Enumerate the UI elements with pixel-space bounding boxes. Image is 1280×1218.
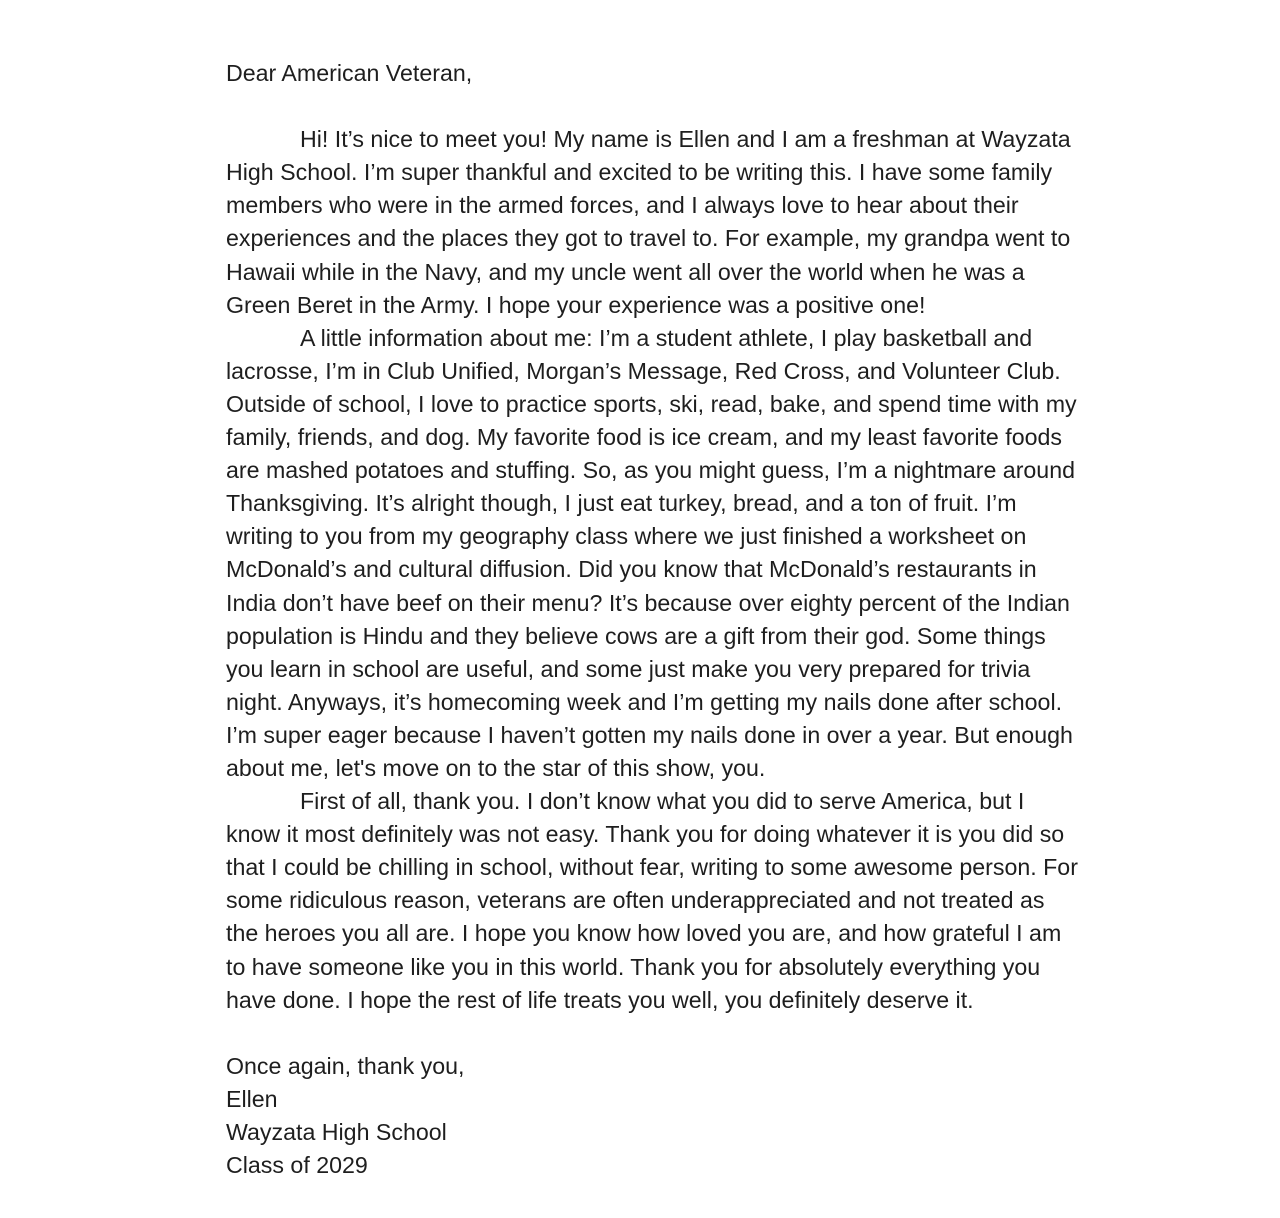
- paragraph-line: High School. I’m super thankful and excited to be writing this. I have some family: [226, 159, 1053, 186]
- paragraph-line: I’m super eager because I haven’t gotten my nails done in over a year. But enough: [226, 721, 1073, 748]
- paragraph-line: A little information about me: I’m a student athlete, I play basketball and: [300, 324, 1033, 351]
- paragraph-line: First of all, thank you. I don’t know what you did to serve America, but I: [300, 788, 1025, 815]
- paragraph-line: some ridiculous reason, veterans are often underappreciated and not treated as: [226, 887, 1045, 914]
- paragraph-line: night. Anyways, it’s homecoming week and I’m getting my nails done after school.: [226, 688, 1063, 715]
- paragraph-line: know it most definitely was not easy. Thank you for doing whatever it is you did so: [226, 821, 1065, 848]
- paragraph-line: Green Beret in the Army. I hope your experience was a positive one!: [226, 291, 926, 318]
- paragraph-line: have done. I hope the rest of life treats you well, you definitely deserve it.: [226, 986, 974, 1013]
- paragraph-line: Hawaii while in the Navy, and my uncle went all over the world when he was a: [226, 258, 1025, 285]
- paragraph-line: Hi! It’s nice to meet you! My name is Ellen and I am a freshman at Wayzata: [300, 126, 1071, 153]
- paragraph-line: Outside of school, I love to practice sports, ski, read, bake, and spend time with my: [226, 390, 1077, 417]
- paragraph-line: to have someone like you in this world. Thank you for absolutely everything you: [226, 953, 1041, 980]
- paragraph-line: writing to you from my geography class where we just finished a worksheet on: [226, 523, 1027, 550]
- paragraph-1: [226, 123, 1156, 322]
- closing-block: [226, 1050, 1156, 1182]
- paragraph-line: the heroes you all are. I hope you know how loved you are, and how grateful I am: [226, 920, 1062, 947]
- paragraph-line: members who were in the armed forces, and I always love to hear about their: [226, 192, 1019, 219]
- paragraph-line: population is Hindu and they believe cows are a gift from their god. Some things: [226, 622, 1046, 649]
- paragraph-line: you learn in school are useful, and some just make you very prepared for trivia: [226, 655, 1031, 682]
- letter-page: [226, 57, 1156, 1182]
- spacer: [226, 1017, 1156, 1050]
- signature-school: Wayzata High School: [226, 1119, 447, 1145]
- paragraph-line: McDonald’s and cultural diffusion. Did you know that McDonald’s restaurants in: [226, 556, 1037, 583]
- paragraph-3: [226, 785, 1156, 1017]
- paragraph-line: experiences and the places they got to travel to. For example, my grandpa went to: [226, 225, 1071, 252]
- paragraph-line: are mashed potatoes and stuffing. So, as you might guess, I’m a nightmare around: [226, 457, 1075, 484]
- paragraph-line: India don’t have beef on their menu? It’s because over eighty percent of the Indian: [226, 589, 1070, 616]
- paragraph-line: lacrosse, I’m in Club Unified, Morgan’s Message, Red Cross, and Volunteer Club.: [226, 357, 1061, 384]
- salutation: Dear American Veteran,: [226, 60, 473, 86]
- paragraph-line: Thanksgiving. It’s alright though, I just eat turkey, bread, and a ton of fruit. I’m: [226, 490, 1017, 517]
- signature-name: Ellen: [226, 1085, 278, 1112]
- signature-class: Class of 2029: [226, 1152, 368, 1179]
- paragraph-line: family, friends, and dog. My favorite food is ice cream, and my least favorite foods: [226, 424, 1062, 451]
- paragraph-2: [226, 322, 1156, 785]
- closing-phrase: Once again, thank you,: [226, 1052, 465, 1079]
- paragraph-line: about me, let's move on to the star of this show, you.: [226, 754, 766, 781]
- paragraph-line: that I could be chilling in school, without fear, writing to some awesome person. For: [226, 854, 1078, 881]
- spacer: [226, 90, 1156, 123]
